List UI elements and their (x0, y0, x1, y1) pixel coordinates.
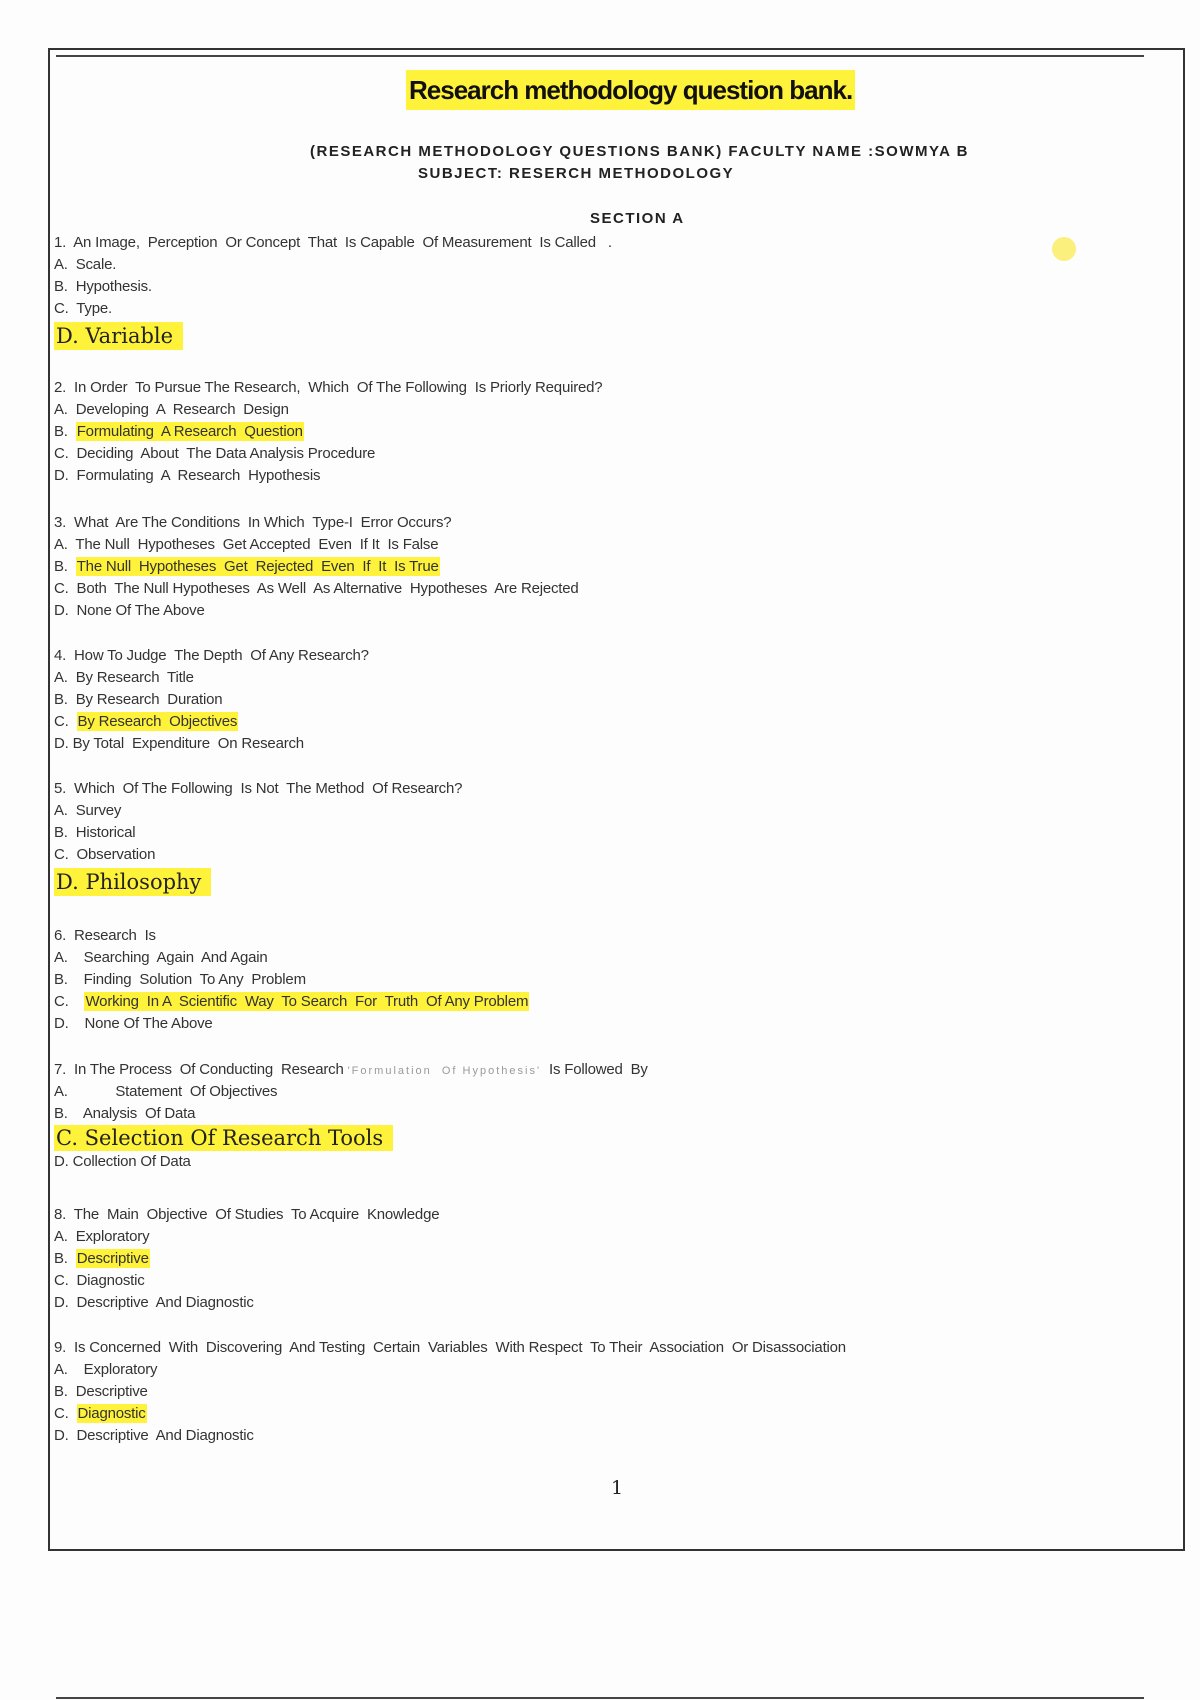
option-c: C. Both The Null Hypotheses As Well As Alternative Hypotheses Are Rejected (54, 580, 579, 597)
option-b: B. Analysis Of Data (54, 1105, 196, 1122)
option-b: B. By Research Duration (54, 691, 223, 708)
question-text-start: 7. In The Process Of Conducting Research (54, 1061, 348, 1078)
subject-header: SUBJECT: RESERCH METHODOLOGY (418, 165, 735, 182)
option-a: A. By Research Title (54, 669, 194, 686)
question-text (54, 1059, 1054, 1081)
option-c (54, 991, 1054, 1013)
answer-highlight: D. Variable (54, 322, 183, 350)
question-text: 3. What Are The Conditions In Which Type-I Error Occurs? (54, 514, 452, 531)
option-b: B. Descriptive (54, 1383, 148, 1400)
answer-highlight: By Research Objectives (77, 713, 238, 730)
question-4 (54, 645, 1054, 755)
option-a: A. Searching Again And Again (54, 949, 268, 966)
answer-highlight: Working In A Scientific Way To Search For Truth Of Any Problem (85, 993, 529, 1010)
question-6 (54, 925, 1054, 1035)
question-2 (54, 377, 1054, 487)
bottom-rule (56, 1697, 1144, 1699)
section-label: SECTION A (590, 210, 685, 227)
highlight-dot (1052, 237, 1076, 261)
option-a: A. Exploratory (54, 1228, 150, 1245)
question-8 (54, 1204, 1054, 1314)
option-c: C. Diagnostic (54, 1272, 145, 1289)
option-c (54, 711, 1054, 733)
question-text: 5. Which Of The Following Is Not The Method Of Research? (54, 780, 463, 797)
option-d: D. Formulating A Research Hypothesis (54, 467, 321, 484)
option-d: D. By Total Expenditure On Research (54, 735, 304, 752)
option-c-label: C. (54, 1405, 77, 1422)
question-1 (54, 232, 1054, 356)
answer-highlight: Diagnostic (77, 1405, 146, 1422)
question-7 (54, 1059, 1054, 1173)
option-b (54, 1248, 1054, 1270)
page-number: 1 (610, 1477, 624, 1499)
option-d: D. None Of The Above (54, 602, 205, 619)
option-b-label: B. (54, 558, 76, 575)
option-b-label: B. (54, 1250, 76, 1267)
answer-highlight: The Null Hypotheses Get Rejected Even If It Is True (76, 558, 439, 575)
option-b-label: B. (54, 423, 76, 440)
option-c (54, 1403, 1054, 1425)
option-b (54, 421, 1054, 443)
option-b: B. Finding Solution To Any Problem (54, 971, 306, 988)
answer-highlight: D. Philosophy (54, 868, 211, 896)
option-b (54, 556, 1054, 578)
question-3 (54, 512, 1054, 622)
faculty-header: (RESEARCH METHODOLOGY QUESTIONS BANK) FACULTY NAME :SOWMYA B (310, 143, 969, 160)
option-a: A. Statement Of Objectives (54, 1083, 278, 1100)
option-d: D. Descriptive And Diagnostic (54, 1427, 254, 1444)
option-c: C. Observation (54, 846, 156, 863)
question-text: 8. The Main Objective Of Studies To Acquire Knowledge (54, 1206, 440, 1223)
option-b: B. Historical (54, 824, 136, 841)
question-text: 1. An Image, Perception Or Concept That Is Capable Of Measurement Is Called . (54, 234, 612, 251)
option-a: A. Survey (54, 802, 122, 819)
question-text: 9. Is Concerned With Discovering And Testing Certain Variables With Respect To Their Association Or Disassociation (54, 1339, 846, 1356)
option-c-label: C. (54, 713, 77, 730)
question-text: 6. Research Is (54, 927, 156, 944)
option-d: D. Collection Of Data (54, 1153, 191, 1170)
question-text: 4. How To Judge The Depth Of Any Research? (54, 647, 369, 664)
top-rule (56, 55, 1144, 57)
option-d: D. None Of The Above (54, 1015, 213, 1032)
answer-highlight: Descriptive (76, 1250, 149, 1267)
option-c: C. Type. (54, 300, 112, 317)
option-b: B. Hypothesis. (54, 278, 152, 295)
question-text-faint: 'Formulation Of Hypothesis' (347, 1065, 542, 1077)
answer-highlight: C. Selection Of Research Tools (54, 1125, 393, 1151)
option-a: A. Scale. (54, 256, 117, 273)
option-c: C. Deciding About The Data Analysis Procedure (54, 445, 376, 462)
question-9 (54, 1337, 1054, 1447)
question-5 (54, 778, 1054, 902)
option-d: D. Descriptive And Diagnostic (54, 1294, 254, 1311)
option-a: A. The Null Hypotheses Get Accepted Even If It Is False (54, 536, 439, 553)
question-text-end: Is Followed By (541, 1061, 648, 1078)
option-c-label: C. (54, 993, 85, 1010)
question-text: 2. In Order To Pursue The Research, Which Of The Following Is Priorly Required? (54, 379, 603, 396)
answer-highlight: Formulating A Research Question (76, 423, 303, 440)
option-a: A. Developing A Research Design (54, 401, 289, 418)
document-title: Research methodology question bank. (406, 70, 855, 110)
option-a: A. Exploratory (54, 1361, 158, 1378)
